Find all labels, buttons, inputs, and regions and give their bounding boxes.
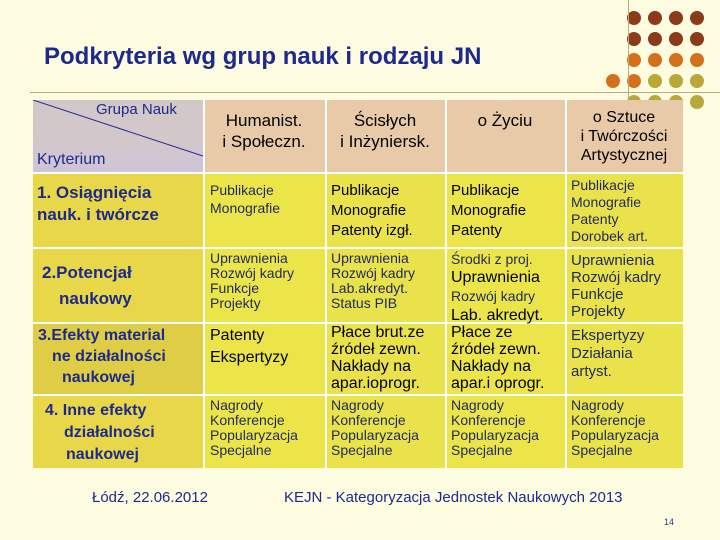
footer-caption: KEJN - Kategoryzacja Jednostek Naukowych 2013 <box>284 489 623 506</box>
cell-r3-c3: Płace ze źródeł zewn. Nakłady na apar.i oprogr. <box>451 324 545 392</box>
row-label-inne-efekty: 4. Inne efekty działalności naukowej <box>45 402 155 463</box>
column-header-humanist: Humanist. i Społeczn. <box>222 111 306 151</box>
header-grupa-nauk: Grupa Nauk <box>96 101 177 118</box>
cell-r4-c4: Nagrody Konferencje Popularyzacja Specjalne <box>571 397 659 458</box>
cell-r4-c3: Nagrody Konferencje Popularyzacja Specjalne <box>451 397 539 458</box>
decorative-dot <box>648 32 662 46</box>
cell-r3-c1: Patenty Ekspertyzy <box>210 327 289 366</box>
row-label-efekty-materialne: 3.Efekty material ne działalności naukowej <box>38 327 166 386</box>
decorative-dot <box>627 11 641 25</box>
decorative-dot <box>690 95 704 109</box>
decorative-dot <box>648 53 662 67</box>
cell-r3-c2: Płace brut.ze źródeł zewn. Nakłady na apar.ioprogr. <box>331 324 425 392</box>
footer-date: Łódź, 22.06.2012 <box>92 489 208 506</box>
cell-r2-c4: Uprawnienia Rozwój kadry Funkcje Projekty <box>571 252 662 320</box>
column-header-scislych: Ścisłych i Inżyniersk. <box>340 111 430 151</box>
decorative-dot <box>669 53 683 67</box>
decorative-dot <box>690 53 704 67</box>
cell-r1-c1: Publikacje Monografie <box>210 182 281 216</box>
row-label-osiagniecia: 1. Osiągnięcia nauk. i twórcze <box>37 183 159 224</box>
cell-r2-c3: Środki z proj. Uprawnienia Rozwój kadry Lab. akredyt. <box>451 251 544 324</box>
decorative-dot <box>627 74 641 88</box>
cell-r3-c4: Ekspertyzy Działania artyst. <box>571 327 645 380</box>
decorative-dot <box>627 53 641 67</box>
cell-r2-c2: Uprawnienia Rozwój kadry Lab.akredyt. Status PIB <box>331 250 416 311</box>
row-label-potencjal: 2.Potencjał naukowy <box>42 263 132 308</box>
page-title: Podkryteria wg grup nauk i rodzaju JN <box>44 43 482 70</box>
cell-r1-c2: Publikacje Monografie Patenty izgł. <box>331 182 413 239</box>
cell-r1-c4: Publikacje Monografie Patenty Dorobek art. <box>571 177 649 244</box>
cell-r4-c2: Nagrody Konferencje Popularyzacja Specjalne <box>331 397 419 458</box>
decorative-dot <box>690 11 704 25</box>
table-divider <box>325 100 327 468</box>
column-header-zycie: o Życiu <box>477 111 533 130</box>
cell-r2-c1: Uprawnienia Rozwój kadry Funkcje Projekty <box>210 250 295 311</box>
decorative-dot <box>669 32 683 46</box>
column-header-sztuka: o Sztuce i Twórczości Artystycznej <box>580 109 668 164</box>
table-divider <box>33 172 683 174</box>
cell-r4-c1: Nagrody Konferencje Popularyzacja Specjalne <box>210 397 298 458</box>
decorative-dot <box>627 32 641 46</box>
table-divider <box>445 100 447 468</box>
decorative-dot <box>648 74 662 88</box>
decorative-dot <box>690 32 704 46</box>
decorative-dot <box>690 74 704 88</box>
decorative-dot <box>669 74 683 88</box>
decorative-horizontal-line <box>30 92 720 93</box>
header-kryterium: Kryterium <box>37 151 106 168</box>
table-divider <box>33 247 683 249</box>
decorative-dot <box>669 11 683 25</box>
table-divider <box>203 100 205 468</box>
decorative-dot <box>648 11 662 25</box>
table-divider <box>33 394 683 396</box>
page-number: 14 <box>664 517 675 527</box>
cell-r1-c3: Publikacje Monografie Patenty <box>451 182 527 239</box>
decorative-dot <box>606 74 620 88</box>
